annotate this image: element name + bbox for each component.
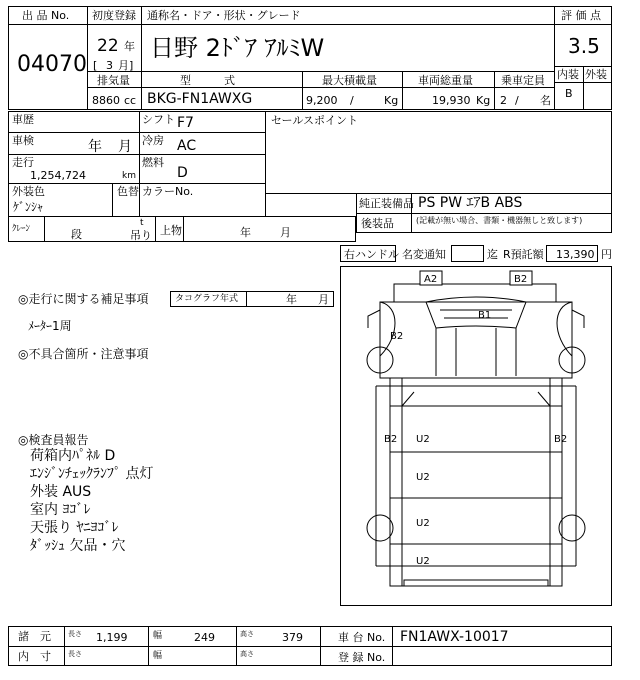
crane-row	[8, 216, 356, 242]
height-value: 379	[282, 631, 303, 644]
car-name-label: 通称名・ドア・形状・グレード	[147, 9, 301, 22]
inspector-line: 天張り ﾔﾆﾖｺﾞﾚ	[30, 520, 119, 536]
max-load-slash: /	[350, 94, 354, 107]
color-no-label: カラーNo.	[142, 185, 194, 198]
interior-grade-label: 内装	[557, 68, 579, 81]
rear-right-wheel	[559, 515, 585, 541]
first-reg-month-open: [	[93, 59, 98, 72]
max-load-label: 最大積載量	[322, 74, 377, 87]
inspector-line: ﾀﾞｯｼｭ 欠品・穴	[30, 538, 126, 554]
capacity-slash: /	[515, 94, 519, 107]
score-label: 評 価 点	[561, 9, 601, 22]
damage-mark: B2	[390, 331, 404, 342]
displacement-unit: cc	[124, 94, 137, 107]
chassis-value: FN1AWX-10017	[400, 629, 509, 645]
equipment-label: 純正装備品	[359, 197, 414, 210]
inner-height-label: 高さ	[240, 650, 254, 658]
first-reg-label: 初度登録	[92, 9, 136, 22]
right-hand-label: 右ハンドル	[344, 248, 399, 261]
damage-mark: B2	[384, 434, 398, 445]
inner-dims-label: 内 寸	[18, 650, 51, 663]
reg-no-label: 登 録 No.	[338, 651, 386, 664]
first-reg-month-unit: 月]	[118, 59, 134, 72]
crane-ton: t	[140, 218, 144, 228]
inspector-line: ｴﾝｼﾞﾝﾁｪｯｸﾗﾝﾌﾟ 点灯	[30, 466, 154, 482]
lot-label: 出 品 No.	[22, 9, 70, 22]
mileage-change-label: 名変通知	[402, 248, 446, 261]
crane-label: ｸﾚｰﾝ	[12, 224, 31, 234]
gross-weight-unit: Kg	[476, 94, 491, 107]
damage-mark: U2	[416, 472, 430, 483]
car-name: 日野 2ﾄﾞｱ ｱﾙﾐW	[150, 34, 325, 62]
crane-stage: 段	[71, 228, 82, 241]
score-value: 3.5	[568, 34, 600, 58]
ext-color-value: ｹﾞﾝｼｬ	[13, 200, 44, 214]
driving-note: ﾒｰﾀｰ1周	[28, 319, 72, 333]
aftermarket-label: 後装品	[361, 217, 394, 230]
fuel-label: 燃料	[142, 156, 164, 169]
interior-grade: B	[565, 87, 573, 100]
mileage-label: 走行	[12, 156, 34, 169]
shift-value: F7	[177, 115, 194, 131]
crane-lift: 吊り	[130, 229, 152, 242]
cooling-value: AC	[177, 138, 197, 154]
model-label: 型 式	[180, 74, 235, 87]
length-label: 長さ	[68, 630, 82, 638]
width-label: 幅	[153, 631, 163, 641]
defect-label: ◎不具合箇所・注意事項	[18, 347, 149, 361]
r-label: 迄	[487, 248, 498, 261]
lot-number: 04070	[17, 52, 87, 77]
yen-label: 円	[601, 248, 612, 261]
color-change-label: 色替	[117, 185, 139, 198]
cooling-label: 冷房	[142, 134, 164, 147]
capacity-value: 2	[500, 94, 507, 107]
fuel-value: D	[177, 165, 188, 181]
rear-left-wheel	[367, 515, 393, 541]
exterior-grade-label: 外装	[585, 68, 607, 81]
inspector-line: 室内 ﾖｺﾞﾚ	[30, 502, 91, 518]
inspection-label: 車検	[12, 134, 34, 147]
inner-length-label: 長さ	[68, 650, 82, 658]
dims-label: 諸 元	[18, 630, 51, 643]
mileage-unit: km	[122, 171, 136, 181]
recycle-label: R預託額	[503, 248, 544, 261]
tacho-year: 年	[286, 293, 297, 306]
equipment-value: PS PW ｴｱB ABS	[418, 195, 523, 211]
cab-front	[394, 284, 556, 302]
inspection-year: 年	[88, 139, 102, 155]
capacity-unit: 名	[540, 94, 551, 107]
inner-width-label: 幅	[153, 651, 163, 661]
damage-mark: U2	[416, 518, 430, 529]
damage-mark: A2	[424, 274, 438, 285]
damage-mark: U2	[416, 556, 430, 567]
recycle-amount: 13,390	[556, 248, 595, 261]
ext-color-label: 外装色	[12, 185, 45, 198]
tacho-label: タコグラフ年式	[175, 294, 239, 304]
inspector-line: 外装 AUS	[30, 484, 92, 500]
cab-outline	[380, 302, 572, 378]
chassis-label: 車 台 No.	[338, 631, 386, 644]
tail-bar	[404, 580, 548, 586]
max-load-value: 9,200	[306, 94, 338, 107]
displacement-value: 8860	[92, 94, 120, 107]
gross-weight-label: 車両総重量	[418, 74, 473, 87]
max-load-unit: Kg	[384, 94, 399, 107]
sales-point-label: セールスポイント	[271, 114, 359, 127]
history-label: 車歴	[12, 113, 34, 126]
details-left	[8, 111, 266, 217]
upper-month: 月	[280, 226, 291, 239]
upper-year: 年	[240, 226, 251, 239]
first-reg-year: 22	[97, 36, 119, 56]
width-value: 249	[194, 631, 215, 644]
length-value: 1,199	[96, 631, 128, 644]
mileage-change-box	[451, 245, 484, 262]
shift-label: シフト	[142, 113, 175, 126]
damage-mark: B1	[478, 310, 492, 321]
gross-weight-value: 19,930	[432, 94, 471, 107]
first-reg-month: 3	[106, 59, 113, 72]
upper-label: 上物	[160, 224, 182, 237]
tacho-month: 月	[318, 293, 329, 306]
mileage-value: 1,254,724	[30, 169, 86, 182]
displacement-label: 排気量	[97, 74, 130, 87]
truck-damage-diagram	[340, 266, 612, 606]
damage-mark: B2	[514, 274, 528, 285]
model-value: BKG-FN1AWXG	[147, 91, 253, 107]
driving-label: ◎走行に関する補足事項	[18, 292, 149, 306]
inspector-line: 荷箱内ﾊﾟﾈﾙ D	[30, 448, 116, 464]
inspection-month: 月	[118, 139, 132, 155]
damage-mark: B2	[554, 434, 568, 445]
first-reg-year-unit: 年	[124, 40, 135, 53]
aftermarket-note: (記載が無い場合、書類・機器無しと致します)	[416, 216, 583, 225]
inspector-label: ◎検査員報告	[18, 433, 89, 447]
height-label: 高さ	[240, 630, 254, 638]
damage-mark: U2	[416, 434, 430, 445]
capacity-label: 乗車定員	[501, 74, 545, 87]
